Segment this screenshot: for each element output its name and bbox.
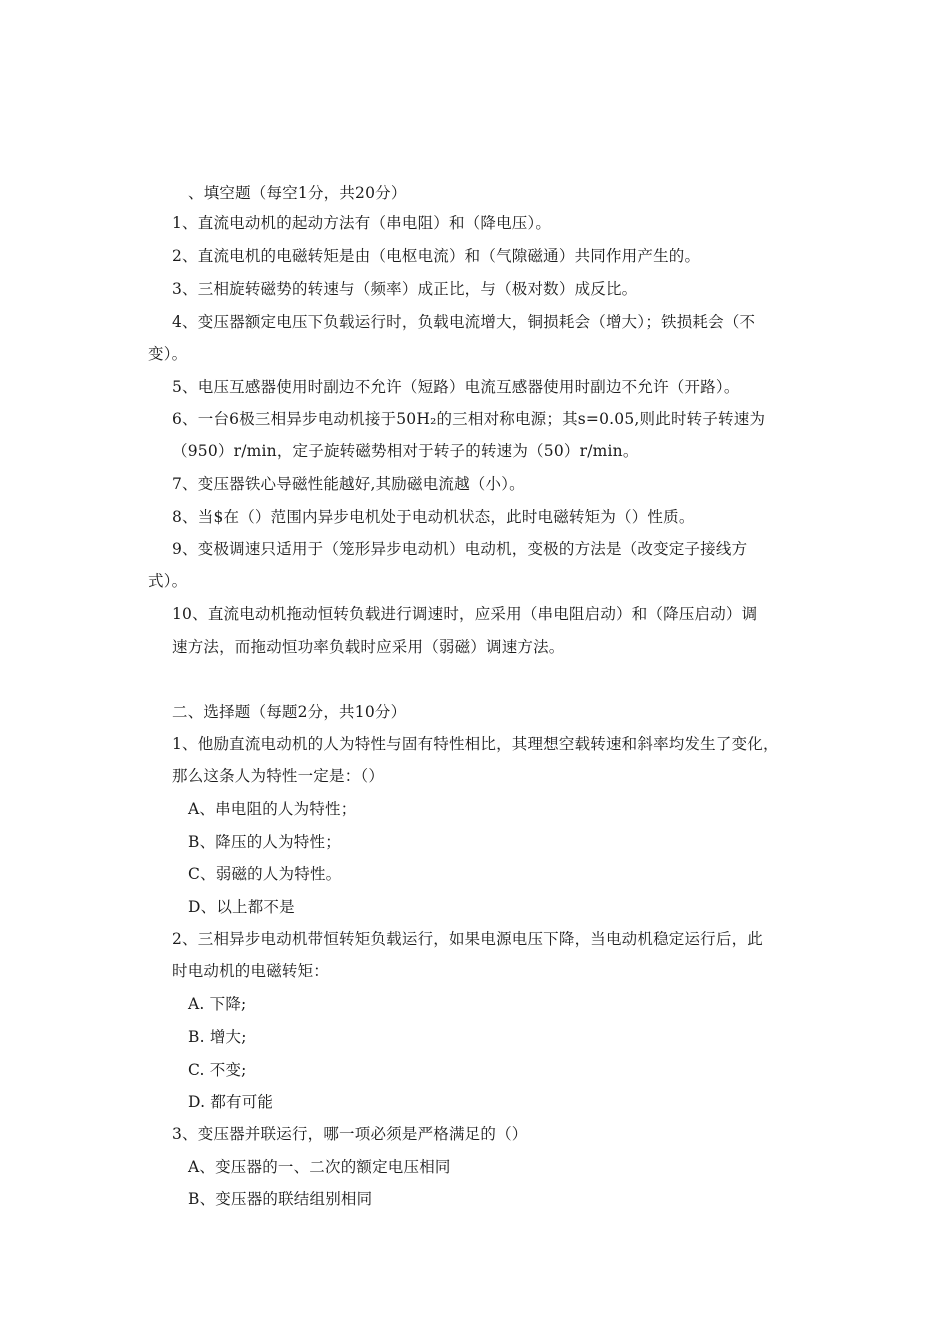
- blank-question-4-line-2: 变）。: [148, 345, 188, 363]
- blank-question-4-line-1: 4、变压器额定电压下负载运行时，负载电流增大，铜损耗会（增大）；铁损耗会（不: [172, 313, 756, 331]
- blank-question-8: 8、当$在（）范围内异步电机处于电动机状态，此时电磁转矩为（）性质。: [172, 508, 695, 526]
- choice-question-3-option-a: A、变压器的一、二次的额定电压相同: [188, 1158, 451, 1176]
- choice-question-1-option-b: B、降压的人为特性；: [188, 833, 341, 851]
- blank-question-9-line-2: 式）。: [148, 572, 188, 590]
- choice-question-2-option-d: D. 都有可能: [188, 1093, 274, 1111]
- blank-question-3: 3、三相旋转磁势的转速与（频率）成正比，与（极对数）成反比。: [172, 280, 638, 298]
- choice-question-1-option-c: C、弱磁的人为特性。: [188, 865, 342, 883]
- choice-question-1-stem-line-2: 那么这条人为特性一定是：（）: [172, 767, 385, 785]
- choice-question-2-stem-line-2: 时电动机的电磁转矩：: [172, 962, 330, 980]
- blank-question-1: 1、直流电动机的起动方法有（串电阻）和（降电压）。: [172, 214, 552, 232]
- choice-question-2-option-c: C. 不变;: [188, 1061, 247, 1079]
- choice-question-1-stem-line-1: 1、他励直流电动机的人为特性与固有特性相比，其理想空载转速和斜率均发生了变化，: [172, 735, 779, 753]
- choice-question-2-stem-line-1: 2、三相异步电动机带恒转矩负载运行，如果电源电压下降，当电动机稳定运行后，此: [172, 930, 763, 948]
- blank-question-5: 5、电压互感器使用时副边不允许（短路）电流互感器使用时副边不允许（开路）。: [172, 378, 740, 396]
- section-heading-fill-in-blank: 、填空题（每空1分，共20分）: [188, 184, 407, 202]
- choice-question-3-stem: 3、变压器并联运行，哪一项必须是严格满足的（）: [172, 1125, 528, 1143]
- choice-question-3-option-b: B、变压器的联结组别相同: [188, 1190, 373, 1208]
- choice-question-1-option-a: A、串电阻的人为特性；: [188, 800, 357, 818]
- blank-question-10-line-2: 速方法，而拖动恒功率负载时应采用（弱磁）调速方法。: [172, 638, 565, 656]
- choice-question-2-option-b: B. 增大;: [188, 1028, 247, 1046]
- blank-question-7: 7、变压器铁心导磁性能越好,其励磁电流越（小）。: [172, 475, 525, 493]
- blank-question-9-line-1: 9、变极调速只适用于（笼形异步电动机）电动机，变极的方法是（改变定子接线方: [172, 540, 748, 558]
- choice-question-2-option-a: A. 下降;: [188, 995, 247, 1013]
- section-heading-multiple-choice: 二、选择题（每题2分，共10分）: [172, 703, 407, 721]
- choice-question-1-option-d: D、以上都不是: [188, 898, 295, 916]
- blank-question-10-line-1: 10、直流电动机拖动恒转负载进行调速时，应采用（串电阻启动）和（降压启动）调: [172, 605, 758, 623]
- blank-question-2: 2、直流电机的电磁转矩是由（电枢电流）和（气隙磁通）共同作用产生的。: [172, 247, 701, 265]
- blank-question-6-line-2: （950）r/min，定子旋转磁势相对于转子的转速为（50）r/min。: [172, 442, 639, 460]
- blank-question-6-line-1: 6、一台6极三相异步电动机接于50H₂的三相对称电源；其s=0.05,则此时转子转速为: [172, 410, 766, 428]
